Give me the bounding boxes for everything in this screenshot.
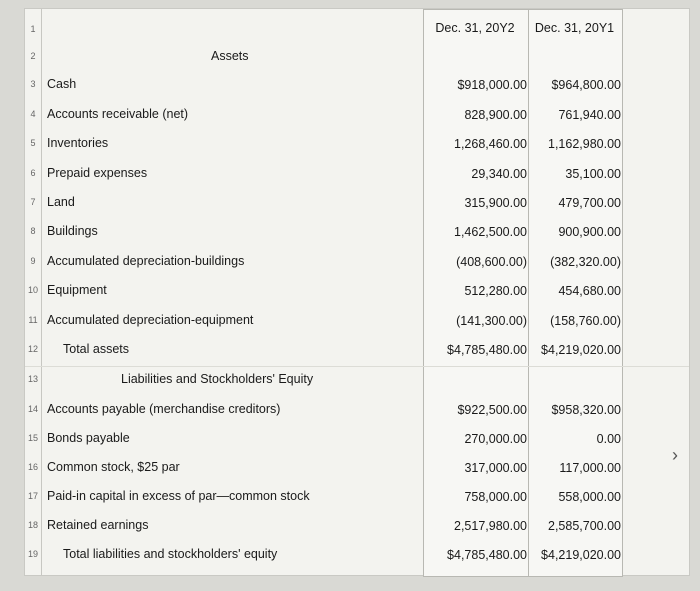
value-20y1: 35,100.00 <box>565 167 621 181</box>
value-20y1: $964,800.00 <box>551 78 621 92</box>
row-number: 17 <box>27 491 38 501</box>
row-5 <box>25 132 689 154</box>
row-18 <box>25 514 689 536</box>
row-number: 7 <box>30 197 36 207</box>
row-19 <box>25 543 689 565</box>
value-20y1: 2,585,700.00 <box>548 519 621 533</box>
value-20y2: 317,000.00 <box>464 461 527 475</box>
value-20y1: 761,940.00 <box>558 108 621 122</box>
row-2 <box>25 45 689 67</box>
value-20y1: 454,680.00 <box>558 284 621 298</box>
value-20y1: 479,700.00 <box>558 196 621 210</box>
value-20y1: 1,162,980.00 <box>548 137 621 151</box>
row-number: 18 <box>27 520 38 530</box>
row-label: Bonds payable <box>47 431 130 445</box>
row-label: Cash <box>47 77 77 91</box>
row-number: 6 <box>30 168 36 178</box>
row-15 <box>25 427 689 449</box>
value-20y1: $4,219,020.00 <box>541 343 621 357</box>
value-20y2: (141,300.00) <box>456 314 527 328</box>
value-20y1: 117,000.00 <box>559 461 621 475</box>
row-label: Equipment <box>47 283 107 297</box>
row-label: Accumulated depreciation-buildings <box>47 254 245 268</box>
value-20y2: 758,000.00 <box>464 490 527 504</box>
row-6 <box>25 162 689 184</box>
value-20y1: 0.00 <box>596 432 621 446</box>
value-20y2: (408,600.00) <box>456 255 527 269</box>
balance-sheet <box>24 8 690 576</box>
header-dec-31-20y2: Dec. 31, 20Y2 <box>435 21 515 35</box>
row-label: Common stock, $25 par <box>47 460 180 474</box>
row-16 <box>25 456 689 478</box>
total-liabilities-equity-label: Total liabilities and stockholders' equity <box>63 547 278 561</box>
row-number: 5 <box>30 138 36 148</box>
value-20y1: $4,219,020.00 <box>541 548 621 562</box>
row-label: Buildings <box>47 224 98 238</box>
row-number: 10 <box>27 285 38 295</box>
value-20y2: 270,000.00 <box>464 432 527 446</box>
row-number: 12 <box>27 344 38 354</box>
row-label: Land <box>47 195 75 209</box>
row-label: Inventories <box>47 136 109 150</box>
stray-pen-mark: › <box>672 445 678 465</box>
value-20y2: 1,268,460.00 <box>454 137 527 151</box>
row-14 <box>25 398 689 420</box>
total-assets-label: Total assets <box>63 342 130 356</box>
row-number: 4 <box>30 109 36 119</box>
row-7 <box>25 191 689 213</box>
value-20y2: $4,785,480.00 <box>447 548 527 562</box>
row-label: Prepaid expenses <box>47 166 148 180</box>
value-20y2: $4,785,480.00 <box>447 343 527 357</box>
row-number: 2 <box>30 51 36 61</box>
header-dec-31-20y1: Dec. 31, 20Y1 <box>534 21 615 35</box>
row-10 <box>25 279 689 301</box>
value-20y2: 1,462,500.00 <box>454 225 527 239</box>
row-number: 13 <box>27 374 38 384</box>
row-number: 3 <box>30 79 36 89</box>
row-1 <box>25 17 689 41</box>
row-label: Retained earnings <box>47 518 149 532</box>
row-label: Accounts payable (merchandise creditors) <box>47 402 281 416</box>
row-number: 16 <box>27 462 38 472</box>
row-number: 9 <box>30 256 36 266</box>
liabilities-heading: Liabilities and Stockholders' Equity <box>121 372 314 386</box>
value-20y2: 828,900.00 <box>464 108 527 122</box>
assets-heading: Assets <box>211 49 249 63</box>
value-20y2: $922,500.00 <box>457 403 527 417</box>
row-13 <box>25 368 689 390</box>
row-number: 15 <box>27 433 38 443</box>
row-label: Paid-in capital in excess of par—common stock <box>47 489 310 503</box>
row-number: 14 <box>27 404 38 414</box>
value-20y1: 900,900.00 <box>558 225 621 239</box>
row-9 <box>25 250 689 272</box>
value-20y1: (158,760.00) <box>550 314 621 328</box>
value-20y1: $958,320.00 <box>551 403 621 417</box>
section-divider <box>25 366 689 367</box>
row-8 <box>25 220 689 242</box>
value-20y1: 558,000.00 <box>558 490 621 504</box>
value-20y1: (382,320.00) <box>550 255 621 269</box>
row-number: 1 <box>30 24 36 34</box>
row-number: 11 <box>28 315 38 325</box>
value-20y2: 315,900.00 <box>464 196 527 210</box>
row-12 <box>25 338 689 360</box>
row-11 <box>25 309 689 331</box>
row-17 <box>25 485 689 507</box>
row-number: 8 <box>30 226 36 236</box>
value-20y2: 2,517,980.00 <box>454 519 527 533</box>
row-3 <box>25 73 689 95</box>
row-label: Accumulated depreciation-equipment <box>47 313 254 327</box>
row-number: 19 <box>27 549 38 559</box>
value-20y2: 29,340.00 <box>471 167 527 181</box>
value-20y2: $918,000.00 <box>457 78 527 92</box>
value-20y2: 512,280.00 <box>464 284 527 298</box>
row-label: Accounts receivable (net) <box>47 107 189 121</box>
row-4 <box>25 103 689 125</box>
